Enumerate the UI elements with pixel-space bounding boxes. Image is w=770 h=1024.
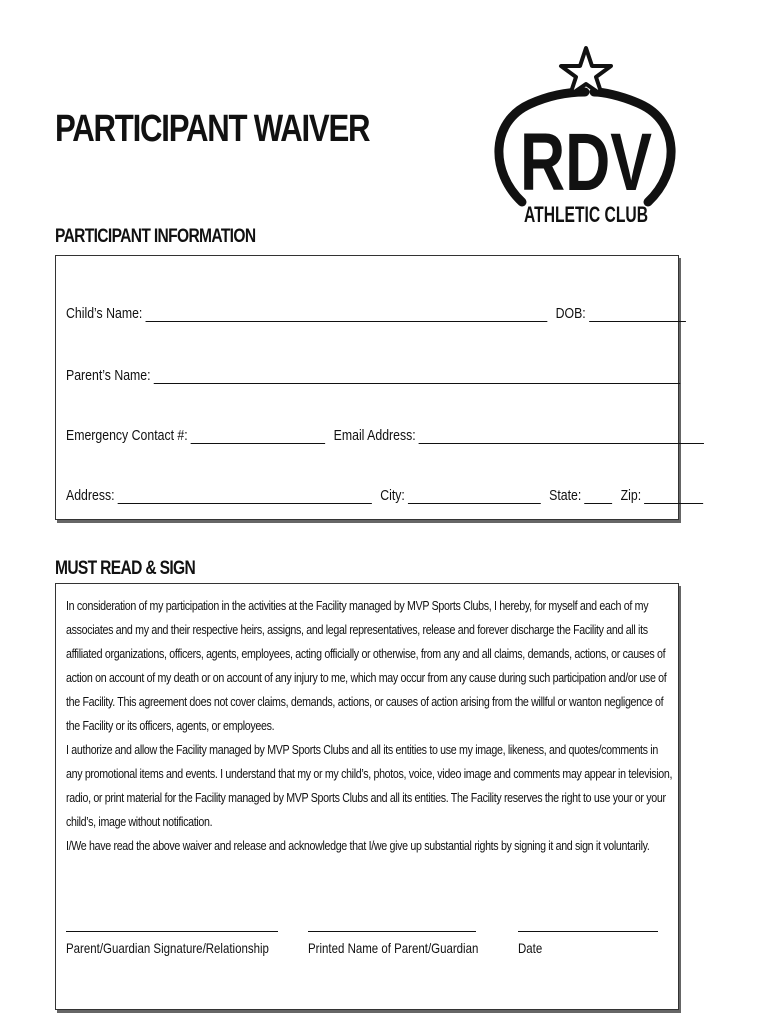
club-logo xyxy=(490,42,680,232)
city-field[interactable] xyxy=(408,489,541,504)
date-label: Date xyxy=(518,940,543,956)
participant-info-box xyxy=(55,255,679,520)
guardian-signature-field[interactable] xyxy=(66,930,278,932)
dob-label: DOB: xyxy=(555,305,586,322)
address-row xyxy=(66,482,642,504)
must-read-heading: MUST READ & SIGN xyxy=(55,558,196,579)
waiver-box xyxy=(55,583,679,1010)
email-label: Email Address: xyxy=(333,427,416,444)
child-name-row xyxy=(66,300,586,322)
logo-main-text: RDV xyxy=(520,117,653,208)
page-title: PARTICIPANT WAIVER xyxy=(55,108,370,150)
guardian-signature-label: Parent/Guardian Signature/Relationship xyxy=(66,940,269,956)
address-field[interactable] xyxy=(118,489,372,504)
printed-name-label: Printed Name of Parent/Guardian xyxy=(308,940,479,956)
zip-label: Zip: xyxy=(620,487,642,504)
printed-name-field[interactable] xyxy=(308,930,476,932)
emergency-contact-label: Emergency Contact #: xyxy=(66,427,188,444)
release-paragraph: In consideration of my participation in the activities at the Facility managed by MVP Sports Clubs, I hereby, for myself and each of my associates and my and their respective heirs, assigns, and legal representatives, release and forever discharge the Facility and all its affiliated organizations, officers, agents, employees, acting officially or otherwise, from any and all claims, demands, actions, or causes of action on account of my death or on account of any injury to me, which may occur from any cause during such participation and/or use of the Facility. This agreement does not cover claims, demands, actions, or causes of action arising from the willful or wanton negligence of the Facility or its officers, agents, or employees. xyxy=(66,598,667,733)
date-field[interactable] xyxy=(518,930,658,932)
dob-field[interactable] xyxy=(589,307,686,322)
child-name-label: Child’s Name: xyxy=(66,305,143,322)
media-consent-paragraph: I authorize and allow the Facility managed by MVP Sports Clubs and all its entities to use my image, likeness, and quotes/comments in any promotional items and events. I understand that my or my child’s, photos, voice, video image and comments may appear in television, radio, or print material for the Facility managed by MVP Sports Clubs and all its entities. The Facility reserves the right to use your or your child’s, image without notification. xyxy=(66,742,673,829)
parent-name-row xyxy=(66,362,558,384)
email-field[interactable] xyxy=(419,429,704,444)
emergency-contact-field[interactable] xyxy=(191,429,325,444)
logo-sub-text: ATHLETIC CLUB xyxy=(524,202,648,227)
state-label: State: xyxy=(549,487,582,504)
acknowledgement-paragraph: I/We have read the above waiver and release and acknowledge that I/we give up substantial rights by signing it and sign it voluntarily. xyxy=(66,838,650,853)
zip-field[interactable] xyxy=(644,489,703,504)
address-label: Address: xyxy=(66,487,115,504)
participant-info-heading: PARTICIPANT INFORMATION xyxy=(55,226,256,247)
contact-row xyxy=(66,422,558,444)
state-field[interactable] xyxy=(585,489,613,504)
city-label: City: xyxy=(380,487,405,504)
parent-name-label: Parent’s Name: xyxy=(66,367,151,384)
child-name-field[interactable] xyxy=(146,307,548,322)
parent-name-field[interactable] xyxy=(154,369,680,384)
